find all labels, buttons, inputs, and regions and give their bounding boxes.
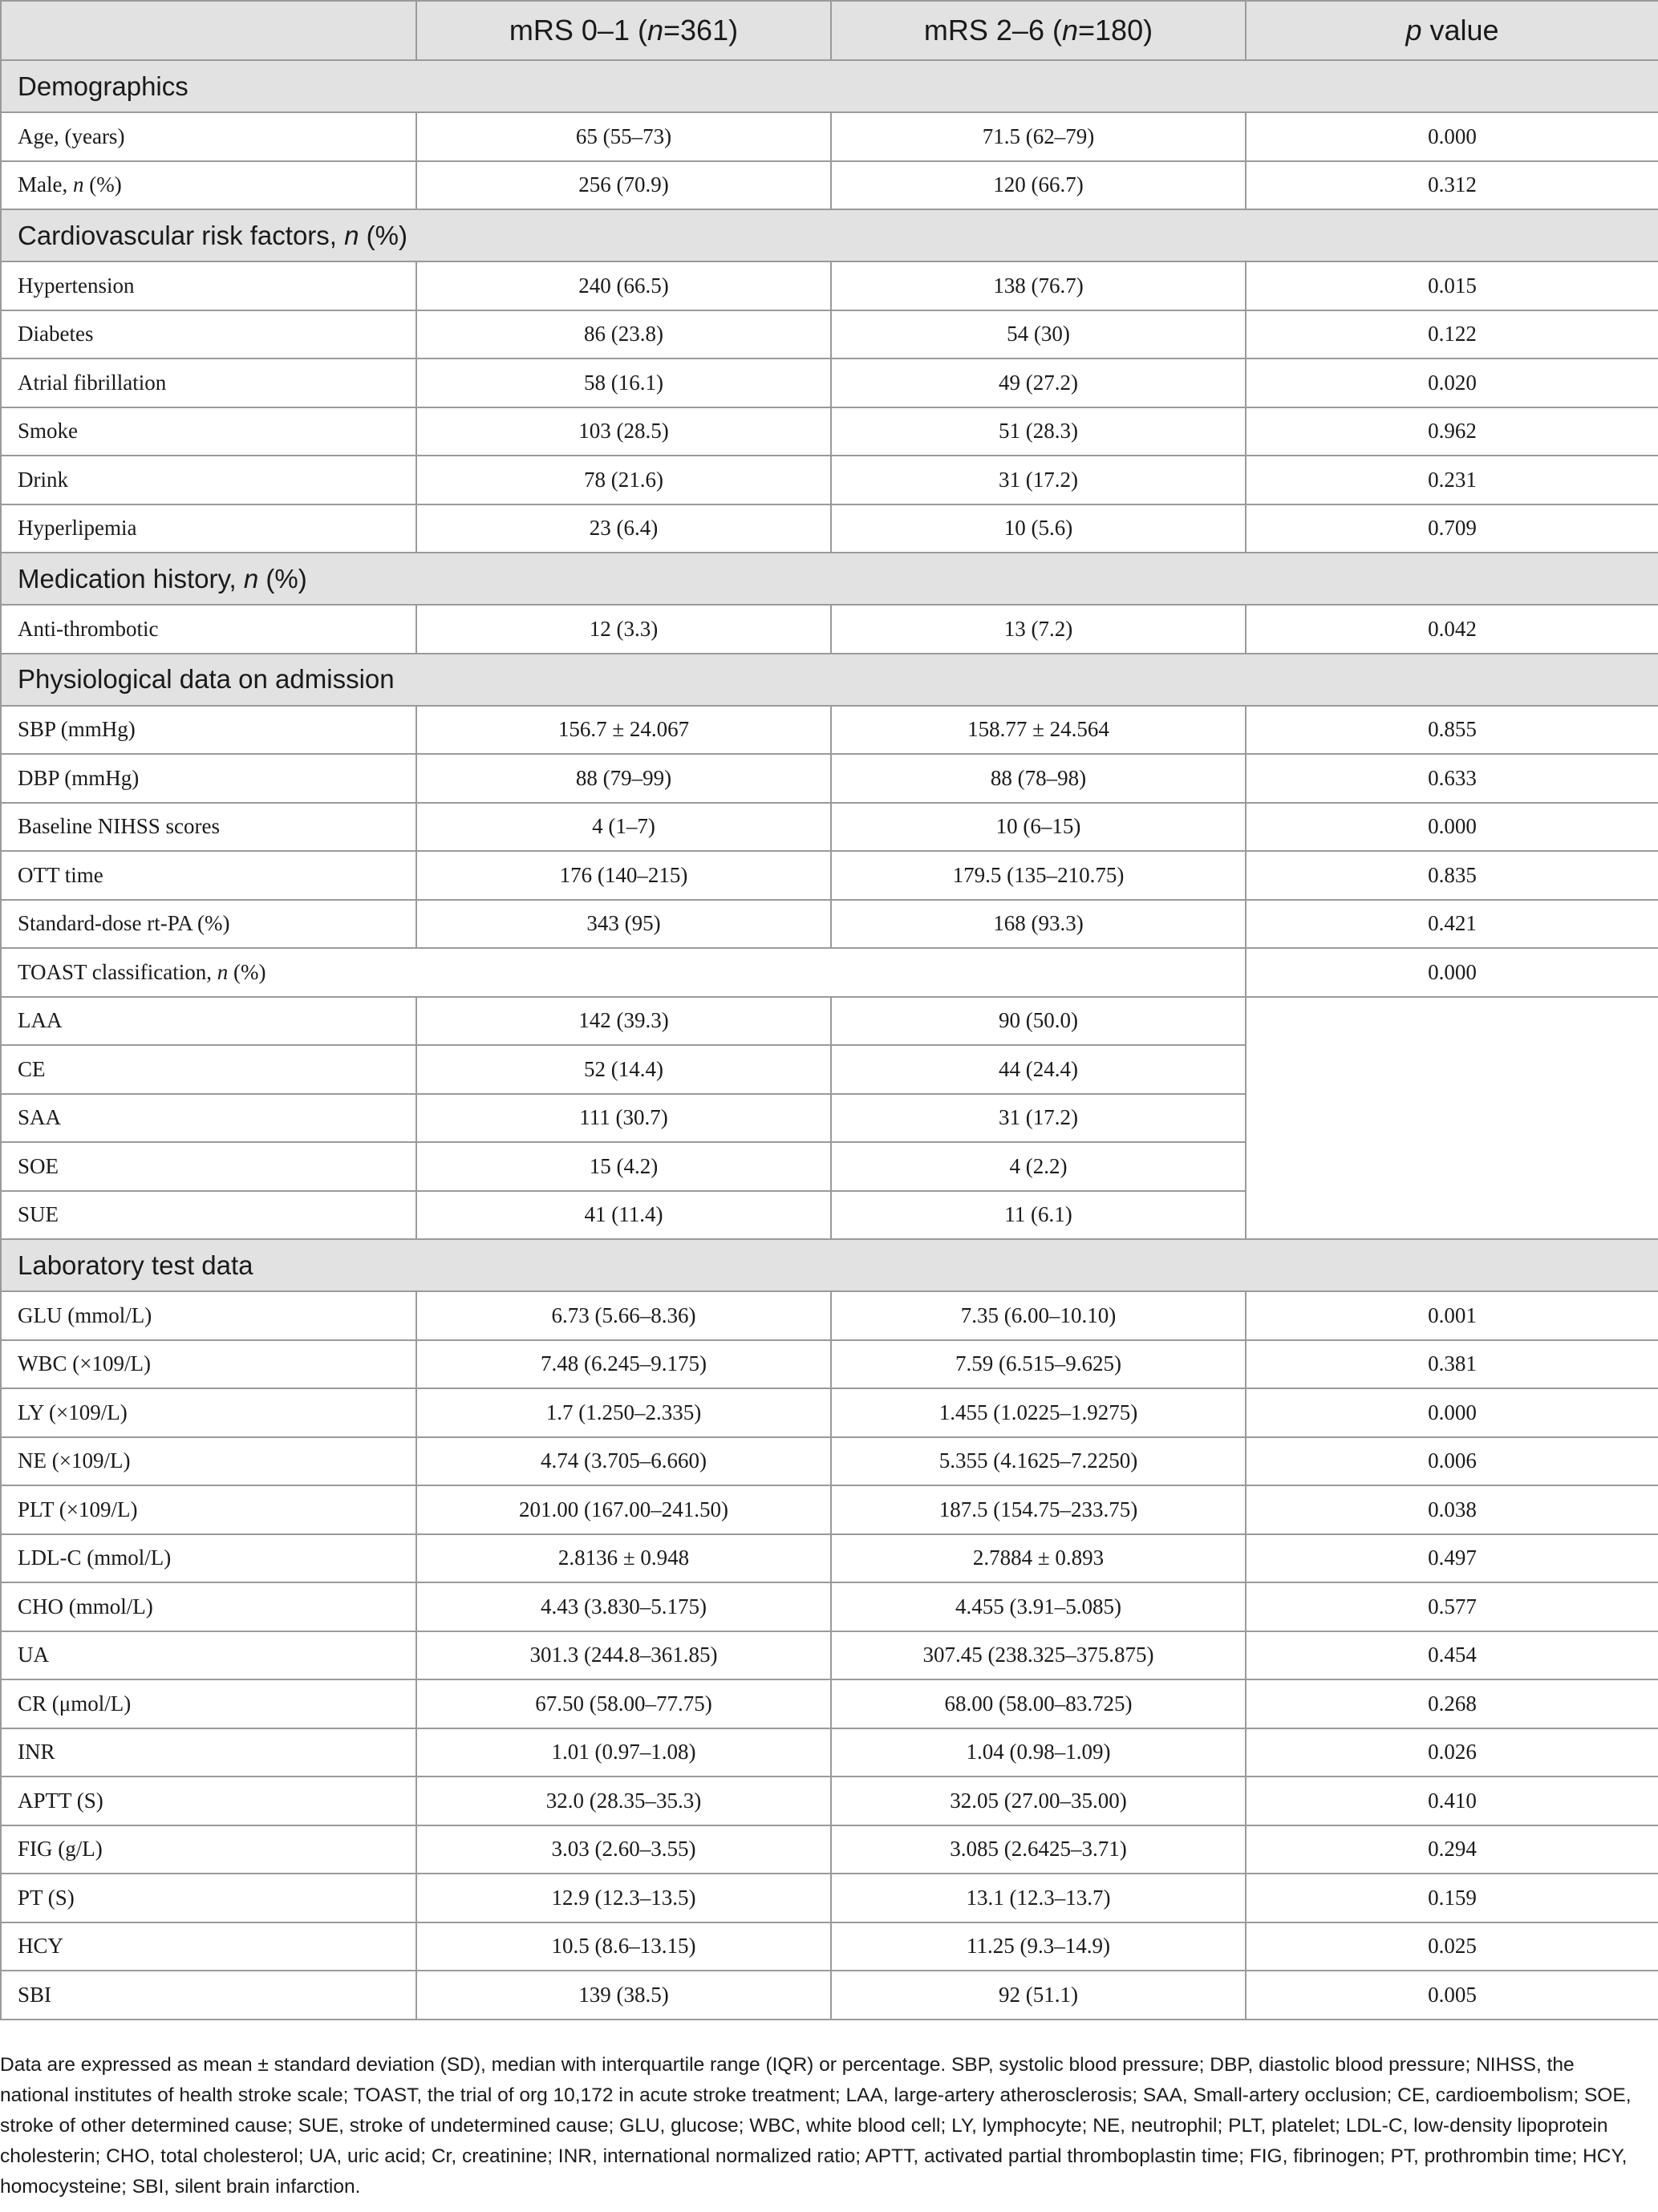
cell-p-value: 0.159 [1246,1874,1658,1922]
cell-p-value: 0.410 [1246,1776,1658,1825]
cell-mrs-2-6: 138 (76.7) [831,261,1246,310]
cell-p-value: 0.268 [1246,1679,1658,1728]
row-label: Hypertension [1,261,416,310]
cell-mrs-2-6: 2.7884 ± 0.893 [831,1534,1246,1583]
cell-p-value: 0.000 [1246,112,1658,161]
cell-mrs-2-6: 1.04 (0.98–1.09) [831,1728,1246,1777]
cell-mrs-0-1: 240 (66.5) [416,261,831,310]
cell-mrs-0-1: 52 (14.4) [416,1045,831,1094]
row-label: SAA [1,1094,416,1143]
row-label: HCY [1,1922,416,1971]
cell-p-value: 0.962 [1246,407,1658,456]
cell-mrs-2-6: 10 (5.6) [831,504,1246,553]
cell-mrs-0-1: 1.01 (0.97–1.08) [416,1728,831,1777]
cell-mrs-0-1: 139 (38.5) [416,1971,831,2020]
toast-label-prefix: TOAST classification, [18,959,217,984]
header-mrs-2-6-prefix: mRS 2–6 ( [923,14,1062,47]
cell-mrs-2-6: 10 (6–15) [831,803,1246,852]
cell-p-value: 0.006 [1246,1437,1658,1486]
cell-p-value: 0.294 [1246,1825,1658,1874]
cell-mrs-0-1: 4.74 (3.705–6.660) [416,1437,831,1486]
row-label: CR (μmol/L) [1,1679,416,1728]
table-row [1,1582,1658,1631]
cell-p-value: 0.497 [1246,1534,1658,1583]
cell-mrs-2-6: 3.085 (2.6425–3.71) [831,1825,1246,1874]
row-label: CHO (mmol/L) [1,1582,416,1631]
cell-mrs-0-1: 65 (55–73) [416,112,831,161]
cell-mrs-0-1: 7.48 (6.245–9.175) [416,1340,831,1389]
table-row [1,1825,1658,1874]
male-label-prefix: Male, [18,172,73,197]
table-row [1,851,1658,900]
section-row [1,209,1658,261]
cell-p-value: 0.577 [1246,1582,1658,1631]
row-label: LDL-C (mmol/L) [1,1534,416,1583]
section-physiological: Physiological data on admission [1,654,1658,706]
table-footnote: Data are expressed as mean ± standard deviation (SD), median with interquartile range (IQR) or percentage. SBP, systolic blood pressure; DBP, diastolic blood pressure; NIHSS, the national institutes of health stroke scale; TOAST, the trial of org 10,172 in acute stroke treatment; LAA, large-artery atherosclerosis; SAA, Small-artery occlusion; CE, cardioembolism; SOE, stroke of other determined cause; SUE, stroke of undetermined cause; GLU, glucose; WBC, white blood cell; LY, lymphocyte; NE, neutrophil; PLT, platelet; LDL-C, low-density lipoprotein cholesterin; CHO, total cholesterol; UA, uric acid; Cr, creatinine; INR, international normalized ratio; APTT, activated partial thromboplastin time; FIG, fibrinogen; PT, prothrombin time; HCY, homocysteine; SBI, silent brain infarction. [0,2054,1632,2198]
cell-mrs-2-6: 168 (93.3) [831,900,1246,949]
table-row [1,1874,1658,1922]
cell-mrs-2-6: 44 (24.4) [831,1045,1246,1094]
cell-p-value: 0.381 [1246,1340,1658,1389]
table-row [1,997,1658,1046]
cell-mrs-0-1: 176 (140–215) [416,851,831,900]
table-row [1,1728,1658,1777]
table-row [1,310,1658,359]
row-label: CE [1,1045,416,1094]
row-label: Hyperlipemia [1,504,416,553]
cell-mrs-0-1: 12.9 (12.3–13.5) [416,1874,831,1922]
cell-mrs-0-1: 3.03 (2.60–3.55) [416,1825,831,1874]
table-row [1,1971,1658,2020]
cell-p-value: 0.000 [1246,1388,1658,1437]
cell-p-value: 0.000 [1246,803,1658,852]
section-row [1,553,1658,605]
cell-p-value: 0.122 [1246,310,1658,359]
row-label: INR [1,1728,416,1777]
header-p-suffix: value [1421,14,1499,47]
cell-mrs-0-1: 23 (6.4) [416,504,831,553]
cardio-n: n [344,220,359,250]
table-row [1,112,1658,161]
cell-mrs-0-1: 41 (11.4) [416,1191,831,1240]
table-row [1,1485,1658,1534]
header-mrs-2-6-suffix: =180) [1078,14,1153,47]
cell-mrs-2-6: 187.5 (154.75–233.75) [831,1485,1246,1534]
cell-mrs-0-1: 301.3 (244.8–361.85) [416,1631,831,1680]
section-medication [1,553,1658,605]
cell-p-value: 0.709 [1246,504,1658,553]
cell-p-value: 0.025 [1246,1922,1658,1971]
cell-mrs-2-6: 11 (6.1) [831,1191,1246,1240]
cell-mrs-0-1: 111 (30.7) [416,1094,831,1143]
cell-mrs-0-1: 1.7 (1.250–2.335) [416,1388,831,1437]
header-mrs-0-1-suffix: =361) [663,14,739,47]
cell-mrs-0-1: 32.0 (28.35–35.3) [416,1776,831,1825]
table-row [1,261,1658,310]
cell-mrs-2-6: 51 (28.3) [831,407,1246,456]
cell-p-value: 0.020 [1246,359,1658,407]
cell-mrs-2-6: 54 (30) [831,310,1246,359]
cell-p-value: 0.855 [1246,706,1658,755]
cell-p-value: 0.000 [1246,948,1658,997]
cardio-suffix: (%) [359,220,407,250]
cell-mrs-0-1: 201.00 (167.00–241.50) [416,1485,831,1534]
cell-p-value: 0.421 [1246,900,1658,949]
row-label: PT (S) [1,1874,416,1922]
cell-mrs-2-6: 7.35 (6.00–10.10) [831,1291,1246,1340]
section-demographics: Demographics [1,60,1658,112]
cell-p-value: 0.001 [1246,1291,1658,1340]
table-row [1,1437,1658,1486]
table-row [1,1776,1658,1825]
table-row [1,1922,1658,1971]
cell-mrs-2-6: 120 (66.7) [831,161,1246,210]
header-mrs-0-1-n: n [647,14,663,47]
header-p-value [1246,1,1658,60]
cell-mrs-2-6: 1.455 (1.0225–1.9275) [831,1388,1246,1437]
cell-mrs-0-1: 6.73 (5.66–8.36) [416,1291,831,1340]
row-label: LAA [1,997,416,1046]
cell-mrs-2-6: 92 (51.1) [831,1971,1246,2020]
cell-mrs-2-6: 90 (50.0) [831,997,1246,1046]
row-label: Drink [1,456,416,504]
row-label: APTT (S) [1,1776,416,1825]
cell-mrs-0-1: 10.5 (8.6–13.15) [416,1922,831,1971]
medication-n: n [243,563,259,594]
cell-p-value: 0.835 [1246,851,1658,900]
row-label [1,161,416,210]
row-label: SUE [1,1191,416,1240]
row-label: SBP (mmHg) [1,706,416,755]
male-label-suffix: (%) [83,172,122,197]
cell-mrs-0-1: 4 (1–7) [416,803,831,852]
cell-mrs-2-6: 49 (27.2) [831,359,1246,407]
row-label: Atrial fibrillation [1,359,416,407]
row-label: Baseline NIHSS scores [1,803,416,852]
cell-mrs-2-6: 4 (2.2) [831,1142,1246,1191]
table-row [1,1679,1658,1728]
table-row [1,1631,1658,1680]
cell-p-value: 0.038 [1246,1485,1658,1534]
table-row [1,456,1658,504]
cell-mrs-0-1: 67.50 (58.00–77.75) [416,1679,831,1728]
cell-mrs-2-6: 71.5 (62–79) [831,112,1246,161]
cell-mrs-0-1: 58 (16.1) [416,359,831,407]
section-row [1,654,1658,706]
cell-mrs-0-1: 86 (23.8) [416,310,831,359]
table-header-row [1,1,1658,60]
row-label: SBI [1,1971,416,2020]
table-row [1,504,1658,553]
row-label: GLU (mmol/L) [1,1291,416,1340]
cell-p-value: 0.312 [1246,161,1658,210]
table-row [1,359,1658,407]
row-label: Age, (years) [1,112,416,161]
table-row [1,605,1658,654]
toast-label-n: n [217,959,229,984]
cell-p-value: 0.454 [1246,1631,1658,1680]
cell-p-value: 0.005 [1246,1971,1658,2020]
cell-p-value: 0.633 [1246,754,1658,803]
table-row [1,407,1658,456]
header-blank [1,1,416,60]
header-p: p [1405,14,1422,47]
section-cardiovascular [1,209,1658,261]
table-row [1,1340,1658,1389]
cell-mrs-2-6: 31 (17.2) [831,1094,1246,1143]
medication-prefix: Medication history, [18,563,244,594]
row-label: LY (×109/L) [1,1388,416,1437]
cell-mrs-2-6: 68.00 (58.00–83.725) [831,1679,1246,1728]
cell-mrs-2-6: 5.355 (4.1625–7.2250) [831,1437,1246,1486]
table-row [1,948,1658,997]
medication-suffix: (%) [258,563,307,594]
cell-mrs-0-1: 156.7 ± 24.067 [416,706,831,755]
row-label: OTT time [1,851,416,900]
header-mrs-2-6 [831,1,1246,60]
row-label: Diabetes [1,310,416,359]
table-row [1,1534,1658,1583]
table-row [1,754,1658,803]
row-label: WBC (×109/L) [1,1340,416,1389]
cell-mrs-0-1: 103 (28.5) [416,407,831,456]
section-row [1,60,1658,112]
header-mrs-0-1-prefix: mRS 0–1 ( [509,14,647,47]
table-row [1,1291,1658,1340]
row-label: FIG (g/L) [1,1825,416,1874]
cell-mrs-2-6: 7.59 (6.515–9.625) [831,1340,1246,1389]
cell-mrs-0-1: 256 (70.9) [416,161,831,210]
cell-mrs-2-6: 13 (7.2) [831,605,1246,654]
cell-mrs-0-1: 343 (95) [416,900,831,949]
cell-mrs-2-6: 307.45 (238.325–375.875) [831,1631,1246,1680]
cell-mrs-2-6: 13.1 (12.3–13.7) [831,1874,1246,1922]
cell-mrs-0-1: 15 (4.2) [416,1142,831,1191]
table-row [1,1388,1658,1437]
row-label [1,948,1246,997]
cell-mrs-2-6: 4.455 (3.91–5.085) [831,1582,1246,1631]
row-label: DBP (mmHg) [1,754,416,803]
section-laboratory: Laboratory test data [1,1239,1658,1291]
cell-mrs-2-6: 32.05 (27.00–35.00) [831,1776,1246,1825]
cell-p-value: 0.015 [1246,261,1658,310]
header-mrs-0-1 [416,1,831,60]
cell-mrs-2-6: 31 (17.2) [831,456,1246,504]
cell-mrs-0-1: 88 (79–99) [416,754,831,803]
cell-mrs-0-1: 2.8136 ± 0.948 [416,1534,831,1583]
male-label-n: n [72,172,84,197]
table-row [1,161,1658,210]
row-label: SOE [1,1142,416,1191]
section-row [1,1239,1658,1291]
table-row [1,900,1658,949]
cell-mrs-2-6: 158.77 ± 24.564 [831,706,1246,755]
row-label: Standard-dose rt-PA (%) [1,900,416,949]
row-label: Smoke [1,407,416,456]
table-row [1,803,1658,852]
cell-mrs-2-6: 179.5 (135–210.75) [831,851,1246,900]
cardio-prefix: Cardiovascular risk factors, [18,220,345,250]
cell-mrs-2-6: 11.25 (9.3–14.9) [831,1922,1246,1971]
row-label: NE (×109/L) [1,1437,416,1486]
cell-mrs-0-1: 78 (21.6) [416,456,831,504]
cell-mrs-0-1: 4.43 (3.830–5.175) [416,1582,831,1631]
cell-p-value: 0.026 [1246,1728,1658,1777]
row-label: PLT (×109/L) [1,1485,416,1534]
row-label: Anti-thrombotic [1,605,416,654]
table-row [1,706,1658,755]
header-mrs-2-6-n: n [1061,14,1078,47]
row-label: UA [1,1631,416,1680]
cell-mrs-2-6: 88 (78–98) [831,754,1246,803]
cell-p-value: 0.042 [1246,605,1658,654]
toast-p-blank-cell [1246,997,1658,1240]
cell-p-value: 0.231 [1246,456,1658,504]
cell-mrs-0-1: 142 (39.3) [416,997,831,1046]
cell-mrs-0-1: 12 (3.3) [416,605,831,654]
toast-label-suffix: (%) [228,959,266,984]
